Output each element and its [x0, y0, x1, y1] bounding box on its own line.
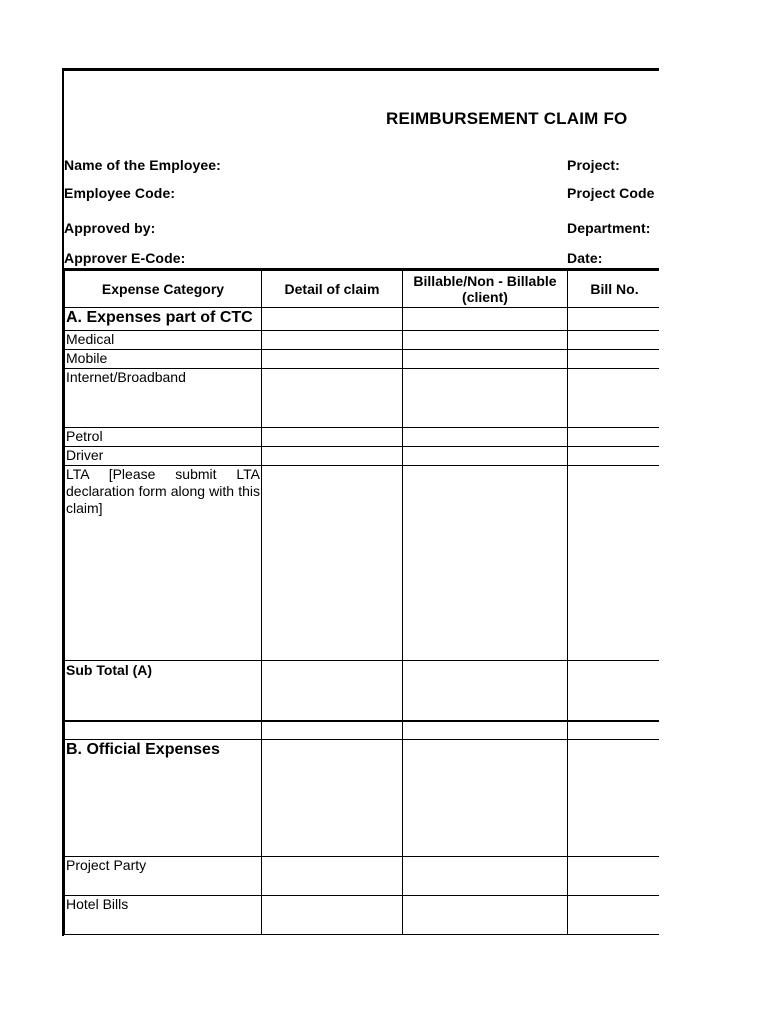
department-label: Department:	[567, 220, 651, 236]
cell[interactable]	[403, 308, 568, 331]
cell[interactable]	[403, 857, 568, 896]
row-label-internet: Internet/Broadband	[65, 369, 262, 428]
table-row	[65, 896, 660, 935]
cell[interactable]	[262, 740, 403, 857]
header-billable: Billable/Non - Billable (client)	[403, 270, 568, 308]
cell[interactable]	[568, 428, 660, 447]
row-label-medical: Medical	[65, 331, 262, 350]
table-header-row	[65, 270, 660, 308]
table-row	[65, 466, 660, 661]
cell[interactable]	[403, 447, 568, 466]
cell[interactable]	[262, 721, 403, 740]
table-row	[65, 428, 660, 447]
section-a-title: A. Expenses part of CTC	[65, 308, 262, 331]
cell[interactable]	[568, 447, 660, 466]
row-label-hotel-bills: Hotel Bills	[65, 896, 262, 935]
row-label-petrol: Petrol	[65, 428, 262, 447]
cell[interactable]	[262, 447, 403, 466]
table-row	[65, 350, 660, 369]
row-label-driver: Driver	[65, 447, 262, 466]
cell[interactable]	[403, 740, 568, 857]
cell[interactable]	[262, 428, 403, 447]
cell[interactable]	[262, 308, 403, 331]
cell[interactable]	[568, 350, 660, 369]
approved-by-label: Approved by:	[64, 220, 156, 236]
table-row	[65, 447, 660, 466]
approver-ecode-label: Approver E-Code:	[64, 250, 186, 266]
cell[interactable]	[403, 428, 568, 447]
cell[interactable]	[262, 896, 403, 935]
header-bill-no: Bill No.	[568, 270, 660, 308]
header-expense-category: Expense Category	[65, 270, 262, 308]
section-b-row	[65, 740, 660, 857]
table-row	[65, 857, 660, 896]
cell[interactable]	[568, 896, 660, 935]
cell[interactable]	[568, 308, 660, 331]
reimbursement-form	[62, 68, 659, 936]
employee-name-label: Name of the Employee:	[64, 157, 221, 173]
row-label-mobile: Mobile	[65, 350, 262, 369]
section-b-title: B. Official Expenses	[65, 740, 262, 857]
cell[interactable]	[568, 369, 660, 428]
cell[interactable]	[403, 721, 568, 740]
cell[interactable]	[262, 350, 403, 369]
cell[interactable]	[262, 857, 403, 896]
cell[interactable]	[568, 661, 660, 721]
cell[interactable]	[262, 466, 403, 661]
subtotal-a-label: Sub Total (A)	[65, 661, 262, 721]
cell[interactable]	[65, 721, 262, 740]
claims-table	[64, 268, 659, 935]
table-row	[65, 331, 660, 350]
date-label: Date:	[567, 250, 603, 266]
cell[interactable]	[568, 466, 660, 661]
header-detail-of-claim: Detail of claim	[262, 270, 403, 308]
employee-code-label: Employee Code:	[64, 185, 176, 201]
cell[interactable]	[403, 661, 568, 721]
cell[interactable]	[262, 369, 403, 428]
row-label-lta: LTA [Please submit LTA declaration form along with this claim]	[65, 466, 262, 661]
cell[interactable]	[568, 857, 660, 896]
cell[interactable]	[403, 466, 568, 661]
form-title: REIMBURSEMENT CLAIM FO	[386, 109, 628, 128]
cell[interactable]	[262, 661, 403, 721]
cell[interactable]	[403, 369, 568, 428]
cell[interactable]	[568, 331, 660, 350]
cell[interactable]	[403, 350, 568, 369]
row-label-project-party: Project Party	[65, 857, 262, 896]
cell[interactable]	[568, 740, 660, 857]
cell[interactable]	[403, 896, 568, 935]
project-code-label: Project Code	[567, 185, 655, 201]
cell[interactable]	[568, 721, 660, 740]
section-a-row	[65, 308, 660, 331]
cell[interactable]	[262, 331, 403, 350]
subtotal-a-row	[65, 661, 660, 721]
project-label: Project:	[567, 157, 620, 173]
cell[interactable]	[403, 331, 568, 350]
table-row	[65, 369, 660, 428]
table-row	[65, 721, 660, 740]
